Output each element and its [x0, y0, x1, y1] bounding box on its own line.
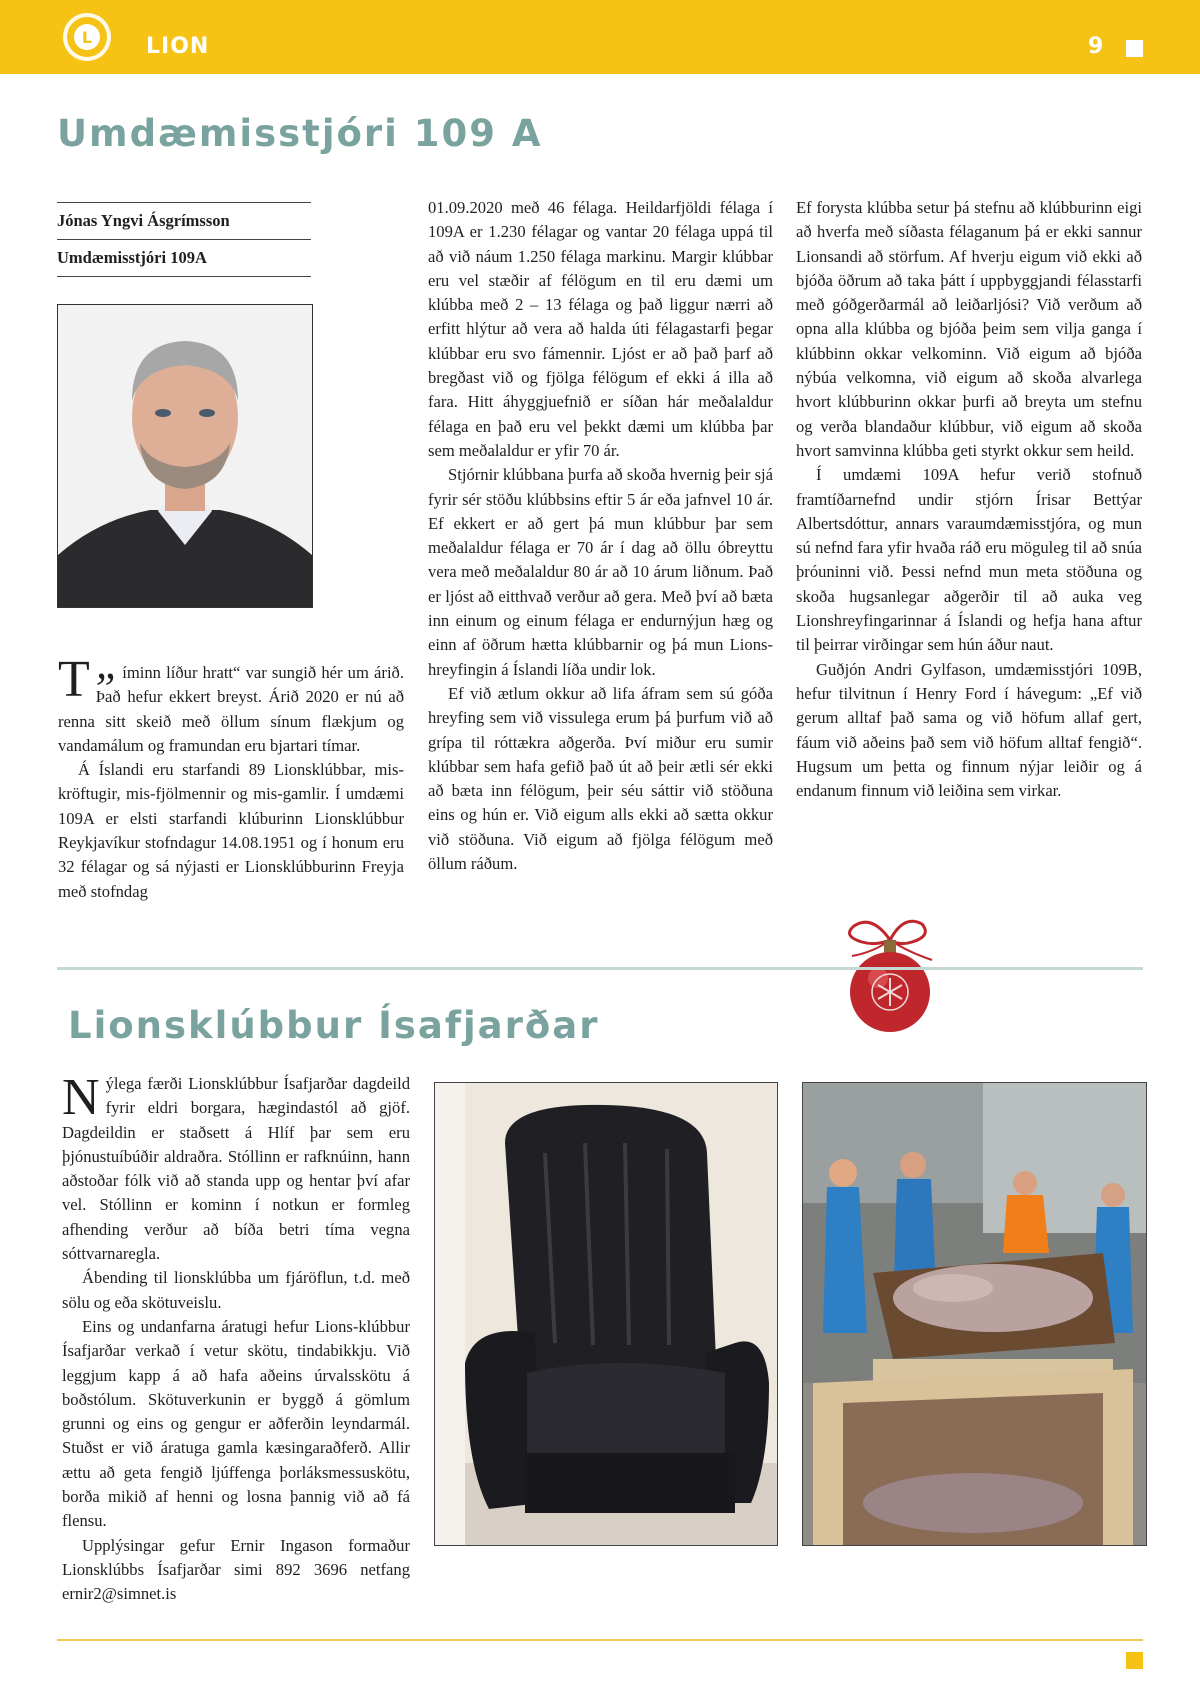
page-number: 9	[1088, 34, 1104, 59]
page-header	[0, 0, 1200, 74]
article1-paragraph: Á Íslandi eru starfandi 89 Lionsklúbbar, mis-kröftugir, mis-fjölmennir og mis-gamlir. Í umdæmi 109A er elsti starfandi klúburinn Lionsklúbbur Reykjavíkur stofndagur 14.08.1951 og í honum eru 32 félagar og sá nýjasti er Lionsklúbburinn Freyja með stofndag	[58, 760, 404, 901]
article1-paragraph: Guðjón Andri Gylfason, umdæmisstjóri 109B, hefur tilvitnun í Henry Ford í hávegum: „Ef við gerum alltaf það sama og við höfum allaf gert, fáum við aðeins það sem við höfum alltaf fengið“. Hugsum um þetta og finnum nýjar leiðir og á endanum finnum við leiðina sem virkar.	[796, 659, 1142, 801]
article1-paragraph	[58, 639, 404, 758]
article2-paragraph: Ábending til lionsklúbba um fjáröflun, t.d. með sölu og eða skötuveislu.	[62, 1268, 410, 1312]
article2-title: Lionsklúbbur Ísafjarðar	[68, 1004, 600, 1047]
footer-square-marker	[1126, 1652, 1143, 1669]
article1-column-1	[58, 639, 404, 904]
paragraph-text: íminn líður hratt“ var sungið hér um árið. Það hefur ekkert breyst. Árið 2020 er nú að renna sitt skeið með öllum sínum flækjum og vandamálum og framundan eru bjartari tímar.	[58, 663, 404, 755]
article1-paragraph: Stjórnir klúbbana þurfa að skoða hvernig þeir sjá fyrir sér stöðu klúbbsins eftir 5 ár eða jafnvel 10 ár. Ef ekkert er að gert þá mun klúbbur þar sem meðalaldur félaga er 70 ár í dag að öllu óbreyttu vera með meðalaldur 80 ár að 10 árum liðnum. Það er ljóst að eitthvað verður að gera. Með því að bæta inn einum og einum félaga er endurnýjun hæg og einn af öðrum hætta klúbbarnir og þá mun Lions-hreyfingin á Íslandi líða undir lok.	[428, 465, 773, 679]
svg-text:L: L	[81, 28, 93, 47]
article1-paragraph: Ef forysta klúbba setur þá stefnu að klúbburinn eigi að hverfa með síðasta félaganum þá er ekki sannur Lionsandi að störfum. Af hverju eigum við ekki að bjóða öðrum að taka þátt í uppbyggjandi félasstarfi með góðgerðarmál að leiðarljósi? Við verðum að opna alla klúbba og bjóða þeim sem vilja ganga í klúbbinn okkar velkominn. Við eigum að bjóða nýbúa velkomna, við eigum að skoða alvarlega hvort klúbburinn okkar þurfi að breyta um stefnu og verða blandaður klúbbur, við eigum að skoða hvort samvinna klúbba geti styrkt okkur sem heild.	[796, 198, 1142, 460]
author-name: Jónas Yngvi Ásgrímsson	[57, 202, 311, 239]
author-role: Umdæmisstjóri 109A	[57, 239, 311, 277]
skate-processing-photo	[802, 1082, 1147, 1546]
article2-paragraph: Upplýsingar gefur Ernir Ingason formaður Lionsklúbbs Ísafjarðar simi 892 3696 netfang ernir2@simnet.is	[62, 1535, 410, 1604]
header-title: LION	[146, 34, 210, 59]
dropcap-letter: T	[58, 651, 90, 708]
lions-logo-icon	[62, 12, 112, 62]
article2-paragraph: Eins og undanfarna áratugi hefur Lions-klúbbur Ísafjarðar verkað í vetur skötu, tindabikkju. Við leggjum kapp á að hafa aðeins úrvalsskötu á boðstólum. Skötuverkunin er byggð á gömlum grunni og eins og gengur er aðferðin leyndarmál. Stuðst er við áratuga gamla kæsingaraðferð. Allir ættu að geta fengið ljúffenga þorláksmessuskötu, borða mikið af henni og losna þannig við að fá flensu.	[62, 1316, 410, 1531]
article1-column-2	[428, 196, 773, 876]
dropcap-letter: N	[62, 1069, 100, 1126]
article2-paragraph	[62, 1069, 410, 1266]
article1-column-3	[796, 196, 1142, 803]
paragraph-text: ýlega færði Lionsklúbbur Ísafjarðar dagdeild fyrir eldri borgara, hægindastól að gjöf. Dagdeildin er staðsett á Hlíf þar sem eru þjónustuíbúðir aldraðra. Stóllinn er rafknúinn, hann aðstoðar fólk við að standa upp og hentar því afar vel. Stóllinn er kominn í notkun er formleg afhending verður að bíða betri tíma vegna sóttvarnaregla.	[62, 1074, 410, 1264]
article1-paragraph: Í umdæmi 109A hefur verið stofnuð framtíðarnefnd undir stjórn Írisar Bettýar Albertsdóttur, annars varaumdæmisstjóra, og mun sú nefnd fara yfir hvaða ráð eru möguleg til að snúa þróuninni við. Þessi nefnd mun meta stöðuna og skoða hugsanlegar aðgerðir til að auka veg Lionshreyfingarinnar á Íslandi og hefja hana aftur til þeirrar virðingar sem hún áður naut.	[796, 465, 1142, 655]
recliner-chair-photo	[434, 1082, 778, 1546]
article1-title: Umdæmisstjóri 109 A	[57, 112, 543, 155]
footer-rule	[57, 1639, 1143, 1641]
article1-paragraph: 01.09.2020 með 46 félaga. Heildarfjöldi félaga í 109A er 1.230 félagar og vantar 20 félaga uppá til að við náum 1.250 félaga markinu. Margir klúbbar eru vel stæðir af félögum en til eru dæmi um klúbba með 2 – 13 félaga og það liggur nærri að erfitt hlýtur að vera að halda úti félagastarfi þegar klúbbar eru svo fámennir. Ljóst er að það þarf að bregðast við og fjölga félögum ef ekki á illa að fara. Hitt áhyggjuefnið er síðan hár meðalaldur félaga en það eru vel þekkt dæmi um klúbba þar sem meðalaldur er yfir 70 ár.	[428, 198, 773, 460]
article1-paragraph: Ef við ætlum okkur að lifa áfram sem sú góða hreyfing sem við vissulega erum þá þurfum við að grípa til róttækra aðgerða. Því miður eru sumir klúbbar sem hafa gefið það út að þeir ætli sér ekki að bæta inn félögum, þeir séu sáttir við stöðuna eins og hún er. Við eigum alls ekki að sætta okkur við stöðuna. Við eigum að fjölga félögum með öllum ráðum.	[428, 683, 773, 874]
author-byline	[57, 202, 311, 277]
header-square-marker	[1126, 40, 1143, 57]
christmas-ornament-icon	[832, 912, 942, 1037]
opening-quote-mark: „	[95, 639, 121, 688]
section-divider	[57, 967, 1143, 970]
article2-column	[62, 1069, 410, 1607]
author-portrait	[57, 304, 313, 608]
